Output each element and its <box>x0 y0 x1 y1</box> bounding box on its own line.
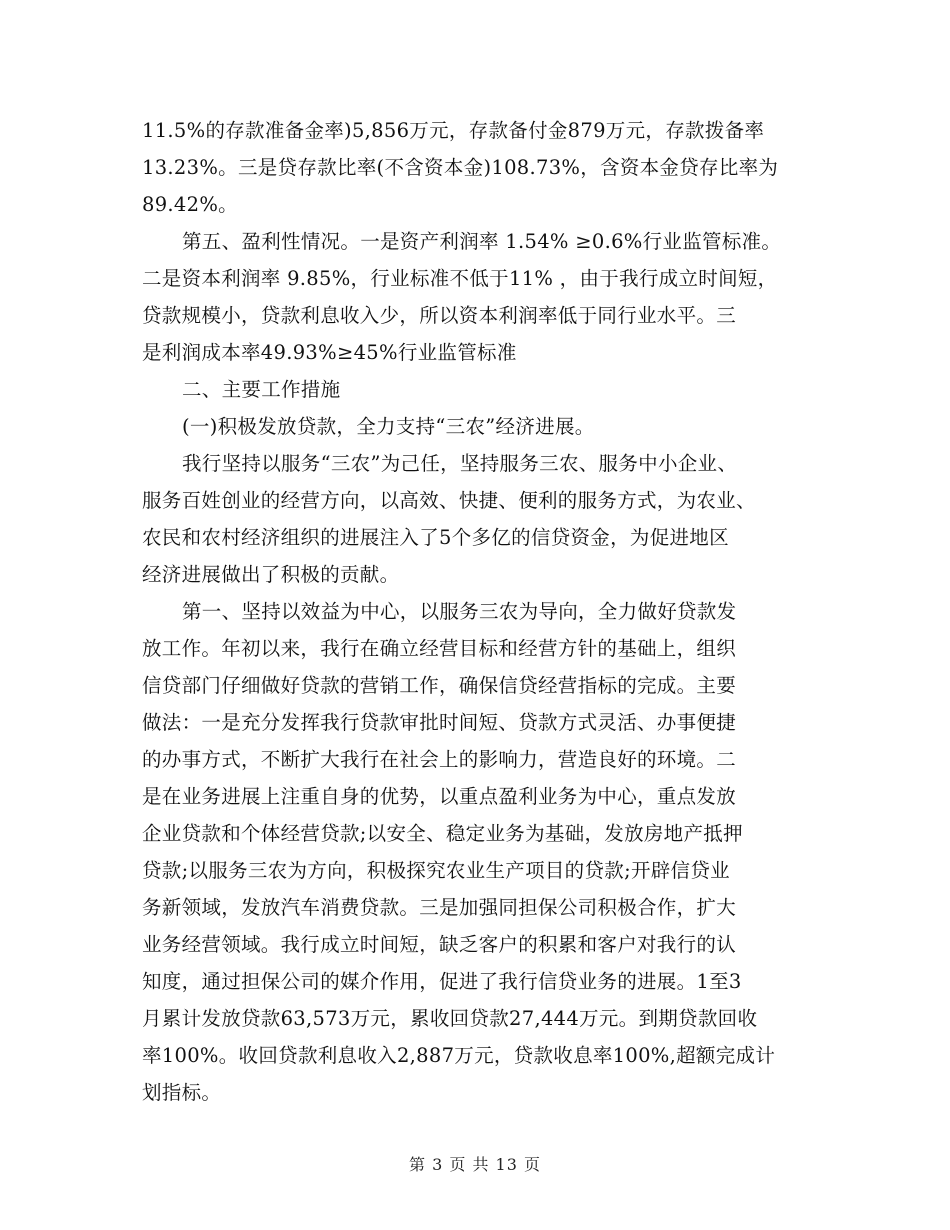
text-line: 月累计发放贷款63,573万元，累收回贷款27,444万元。到期贷款回收 <box>142 1007 758 1030</box>
text-line: 企业贷款和个体经营贷款;以安全、稳定业务为基础，发放房地产抵押 <box>142 822 743 845</box>
text-line: 做法：一是充分发挥我行贷款审批时间短、贷款方式灵活、办事便捷 <box>142 711 737 734</box>
text-line: 业务经营领域。我行成立时间短，缺乏客户的积累和客户对我行的认 <box>142 933 737 956</box>
text-line: 13.23%。三是贷存款比率(不含资本金)108.73%，含资本金贷存比率为 <box>142 156 779 179</box>
text-line: 贷款规模小，贷款利息收入少，所以资本利润率低于同行业水平。三 <box>142 304 737 327</box>
text-line: 经济进展做出了积极的贡献。 <box>142 563 400 586</box>
text-line: 是利润成本率49.93%≥45%行业监管标准 <box>142 341 517 364</box>
text-line: 第五、盈利性情况。一是资产利润率 1.54% ≥0.6%行业监管标准。 <box>182 230 782 253</box>
text-line: 二、主要工作措施 <box>182 378 341 401</box>
text-line: 信贷部门仔细做好贷款的营销工作，确保信贷经营指标的完成。主要 <box>142 674 737 697</box>
text-line: 我行坚持以服务“三农”为己任，坚持服务三农、服务中小企业、 <box>182 452 738 475</box>
text-line: 放工作。年初以来，我行在确立经营目标和经营方针的基础上，组织 <box>142 637 737 660</box>
text-line: 是在业务进展上注重自身的优势，以重点盈利业务为中心，重点发放 <box>142 785 737 808</box>
text-line: 务新领域，发放汽车消费贷款。三是加强同担保公司积极合作，扩大 <box>142 896 737 919</box>
text-line: 11.5%的存款准备金率)5,856万元，存款备付金879万元，存款拨备率 <box>142 119 765 142</box>
text-line: 89.42%。 <box>142 193 238 216</box>
document-body <box>142 112 812 1111</box>
text-line: 第一、坚持以效益为中心，以服务三农为导向，全力做好贷款发 <box>182 600 737 623</box>
text-line: 农民和农村经济组织的进展注入了5个多亿的信贷资金，为促进地区 <box>142 526 729 549</box>
text-line: 服务百姓创业的经营方向，以高效、快捷、便利的服务方式，为农业、 <box>142 489 756 512</box>
text-line: 贷款;以服务三农为方向，积极探究农业生产项目的贷款;开辟信贷业 <box>142 859 730 882</box>
page-footer: 第 3 页 共 13 页 <box>409 1155 541 1174</box>
text-line: (一)积极发放贷款，全力支持“三农”经济进展。 <box>182 415 595 438</box>
text-line: 率100%。收回贷款利息收入2,887万元，贷款收息率100%,超额完成计 <box>142 1044 776 1067</box>
text-line: 划指标。 <box>142 1081 222 1104</box>
text-line: 的办事方式，不断扩大我行在社会上的影响力，营造良好的环境。二 <box>142 748 737 771</box>
text-line: 知度，通过担保公司的媒介作用，促进了我行信贷业务的进展。1至3 <box>142 970 742 993</box>
text-line: 二是资本利润率 9.85%，行业标准不低于11% ，由于我行成立时间短， <box>142 267 778 290</box>
